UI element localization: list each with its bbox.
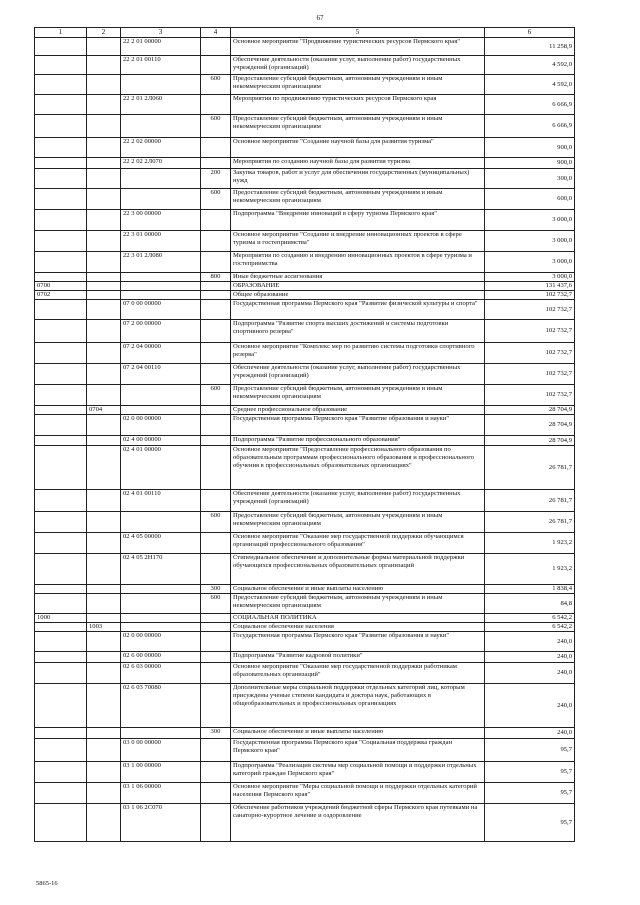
item-name: Подпрограмма "Развитие спорта высших достижений и системы подготовки спортивного резерва": [231, 320, 485, 343]
section-code: [35, 210, 87, 231]
subsection-code: [87, 594, 121, 614]
target-article-code: [121, 406, 201, 415]
table-row: [35, 210, 575, 231]
expense-type-code: [201, 804, 231, 842]
table-row: [35, 231, 575, 252]
item-name: Мероприятия по продвижению туристических ресурсов Пермского края: [231, 95, 485, 115]
target-article-code: [121, 728, 201, 739]
section-code: [35, 115, 87, 138]
subsection-code: [87, 783, 121, 804]
subsection-code: [87, 614, 121, 623]
target-article-code: 02 6 03 70080: [121, 684, 201, 728]
table-row: [35, 138, 575, 158]
expense-type-code: [201, 436, 231, 446]
amount: 95,7: [485, 804, 575, 842]
target-article-code: [121, 594, 201, 614]
item-name: Основное мероприятие "Предоставление профессионального образования по образовательным программам профессионального образования и профессионального обучения в профессиональных образовательных организациях": [231, 446, 485, 490]
amount: 240,0: [485, 728, 575, 739]
expense-type-code: [201, 231, 231, 252]
amount: 95,7: [485, 783, 575, 804]
amount: 84,8: [485, 594, 575, 614]
amount: 3 000,0: [485, 231, 575, 252]
item-name: Основное мероприятие "Продвижение туристических ресурсов Пермского края": [231, 38, 485, 56]
amount: 4 592,0: [485, 56, 575, 75]
section-code: [35, 75, 87, 95]
subsection-code: [87, 446, 121, 490]
header-cell: 2: [87, 28, 121, 38]
amount: 600,0: [485, 189, 575, 210]
subsection-code: [87, 273, 121, 282]
target-article-code: 02 4 05 2Н170: [121, 554, 201, 585]
item-name: Социальное обеспечение населения: [231, 623, 485, 632]
subsection-code: [87, 115, 121, 138]
target-article-code: [121, 75, 201, 95]
header-cell: 1: [35, 28, 87, 38]
expense-type-code: [201, 56, 231, 75]
amount: 26 781,7: [485, 446, 575, 490]
table-row: [35, 415, 575, 436]
target-article-code: 22 3 01 2Л080: [121, 252, 201, 273]
target-article-code: 22 2 01 00110: [121, 56, 201, 75]
amount: 26 781,7: [485, 490, 575, 512]
subsection-code: [87, 320, 121, 343]
item-name: Социальное обеспечение и иные выплаты населению: [231, 728, 485, 739]
target-article-code: 07 2 04 00000: [121, 343, 201, 364]
table-row: [35, 364, 575, 385]
expense-type-code: [201, 291, 231, 300]
target-article-code: [121, 291, 201, 300]
section-code: [35, 512, 87, 533]
table-row: [35, 663, 575, 684]
subsection-code: [87, 728, 121, 739]
amount: 1 923,2: [485, 533, 575, 554]
expense-type-code: [201, 783, 231, 804]
subsection-code: [87, 632, 121, 652]
section-code: [35, 364, 87, 385]
amount: 6 542,2: [485, 614, 575, 623]
expense-type-code: 600: [201, 594, 231, 614]
expense-type-code: 600: [201, 115, 231, 138]
target-article-code: 02 6 00 00000: [121, 652, 201, 663]
section-code: 0700: [35, 282, 87, 291]
item-name: Подпрограмма "Реализация системы мер социальной помощи и поддержки отдельных категорий граждан Пермского края": [231, 762, 485, 783]
amount: 95,7: [485, 739, 575, 762]
expense-type-code: 200: [201, 169, 231, 189]
expense-type-code: [201, 158, 231, 169]
expense-type-code: 600: [201, 189, 231, 210]
target-article-code: 02 0 00 00000: [121, 632, 201, 652]
table-row: [35, 115, 575, 138]
table-row: [35, 320, 575, 343]
expense-type-code: [201, 406, 231, 415]
section-code: [35, 343, 87, 364]
expense-type-code: [201, 663, 231, 684]
expense-type-code: [201, 652, 231, 663]
target-article-code: [121, 115, 201, 138]
amount: 240,0: [485, 663, 575, 684]
target-article-code: 03 1 00 00000: [121, 762, 201, 783]
section-code: [35, 320, 87, 343]
subsection-code: [87, 533, 121, 554]
section-code: 0702: [35, 291, 87, 300]
target-article-code: 22 2 02 00000: [121, 138, 201, 158]
item-name: Предоставление субсидий бюджетным, автономным учреждениям и иным некоммерческим организациям: [231, 385, 485, 406]
table-row: [35, 406, 575, 415]
section-code: [35, 158, 87, 169]
amount: 6 666,9: [485, 115, 575, 138]
section-code: [35, 652, 87, 663]
target-article-code: [121, 512, 201, 533]
amount: 6 542,2: [485, 623, 575, 632]
table-row: [35, 623, 575, 632]
expense-type-code: [201, 95, 231, 115]
item-name: Обеспечение работников учреждений бюджетной сферы Пермского края путевками на санаторно-курортное лечение и оздоровление: [231, 804, 485, 842]
target-article-code: 02 4 05 00000: [121, 533, 201, 554]
subsection-code: [87, 436, 121, 446]
table-row: [35, 273, 575, 282]
expense-type-code: [201, 364, 231, 385]
table-row: [35, 56, 575, 75]
footer-code: 5865-16: [36, 880, 58, 887]
expense-type-code: 300: [201, 728, 231, 739]
section-code: [35, 533, 87, 554]
table-row: [35, 291, 575, 300]
subsection-code: [87, 75, 121, 95]
table-row: [35, 158, 575, 169]
section-code: [35, 385, 87, 406]
amount: 300,0: [485, 169, 575, 189]
table-row: [35, 95, 575, 115]
subsection-code: [87, 684, 121, 728]
table-row: [35, 684, 575, 728]
table-row: [35, 739, 575, 762]
expense-type-code: 600: [201, 512, 231, 533]
item-name: Основное мероприятие "Оказание мер государственной поддержки обучающимся организаций профессионального образования": [231, 533, 485, 554]
expense-type-code: [201, 554, 231, 585]
header-cell: 6: [485, 28, 575, 38]
target-article-code: 03 1 06 00000: [121, 783, 201, 804]
amount: 95,7: [485, 762, 575, 783]
subsection-code: [87, 282, 121, 291]
header-cell: 3: [121, 28, 201, 38]
section-code: [35, 623, 87, 632]
table-row: [35, 512, 575, 533]
table-row: [35, 783, 575, 804]
subsection-code: [87, 210, 121, 231]
expense-type-code: [201, 614, 231, 623]
item-name: Государственная программа Пермского края "Развитие образования и науки": [231, 632, 485, 652]
expense-type-code: [201, 623, 231, 632]
table-row: [35, 533, 575, 554]
subsection-code: [87, 415, 121, 436]
expense-type-code: [201, 490, 231, 512]
table-row: [35, 594, 575, 614]
subsection-code: [87, 512, 121, 533]
subsection-code: [87, 554, 121, 585]
target-article-code: [121, 282, 201, 291]
amount: 102 732,7: [485, 385, 575, 406]
section-code: [35, 169, 87, 189]
target-article-code: 07 0 00 00000: [121, 300, 201, 320]
amount: 26 781,7: [485, 512, 575, 533]
expense-type-code: 300: [201, 585, 231, 594]
subsection-code: [87, 231, 121, 252]
section-code: [35, 406, 87, 415]
target-article-code: 02 4 01 00110: [121, 490, 201, 512]
table-row: [35, 632, 575, 652]
item-name: Общее образование: [231, 291, 485, 300]
section-code: [35, 415, 87, 436]
item-name: Предоставление субсидий бюджетным, автономным учреждениям и иным некоммерческим организациям: [231, 75, 485, 95]
subsection-code: [87, 804, 121, 842]
expense-type-code: [201, 762, 231, 783]
item-name: Подпрограмма "Развитие кадровой политики": [231, 652, 485, 663]
item-name: ОБРАЗОВАНИЕ: [231, 282, 485, 291]
expense-type-code: [201, 282, 231, 291]
subsection-code: 0704: [87, 406, 121, 415]
table-row: [35, 762, 575, 783]
expense-type-code: [201, 533, 231, 554]
table-row: [35, 282, 575, 291]
item-name: Обеспечение деятельности (оказание услуг, выполнение работ) государственных учреждений (организаций): [231, 364, 485, 385]
amount: 102 732,7: [485, 291, 575, 300]
target-article-code: 07 2 04 00110: [121, 364, 201, 385]
item-name: Предоставление субсидий бюджетным, автономным учреждениям и иным некоммерческим организациям: [231, 115, 485, 138]
subsection-code: [87, 762, 121, 783]
section-code: [35, 252, 87, 273]
subsection-code: 1003: [87, 623, 121, 632]
section-code: [35, 436, 87, 446]
table-row: [35, 436, 575, 446]
item-name: Основное мероприятие "Комплекс мер по развитию системы подготовки спортивного резерва": [231, 343, 485, 364]
amount: 1 838,4: [485, 585, 575, 594]
item-name: Обеспечение деятельности (оказание услуг, выполнение работ) государственных учреждений (организаций): [231, 490, 485, 512]
item-name: Мероприятия по созданию и внедрению инновационных проектов в сфере туризма и гостеприимства: [231, 252, 485, 273]
section-code: [35, 762, 87, 783]
amount: 4 592,0: [485, 75, 575, 95]
table-row: [35, 446, 575, 490]
amount: 102 732,7: [485, 364, 575, 385]
amount: 28 704,9: [485, 406, 575, 415]
target-article-code: 22 3 00 00000: [121, 210, 201, 231]
item-name: Основное мероприятие "Оказание мер государственной поддержки работникам образовательных организаций": [231, 663, 485, 684]
target-article-code: [121, 189, 201, 210]
item-name: Предоставление субсидий бюджетным, автономным учреждениям и иным некоммерческим организациям: [231, 512, 485, 533]
page-number: 67: [316, 14, 324, 22]
expense-type-code: [201, 320, 231, 343]
section-code: [35, 594, 87, 614]
target-article-code: [121, 169, 201, 189]
subsection-code: [87, 652, 121, 663]
amount: 3 000,0: [485, 273, 575, 282]
target-article-code: 22 2 01 2Л060: [121, 95, 201, 115]
expense-type-code: 800: [201, 273, 231, 282]
item-name: Закупка товаров, работ и услуг для обеспечения государственных (муниципальных) нужд: [231, 169, 485, 189]
amount: 28 704,9: [485, 415, 575, 436]
table-row: [35, 554, 575, 585]
section-code: [35, 585, 87, 594]
section-code: [35, 490, 87, 512]
subsection-code: [87, 38, 121, 56]
subsection-code: [87, 585, 121, 594]
subsection-code: [87, 169, 121, 189]
target-article-code: 22 2 01 00000: [121, 38, 201, 56]
amount: 3 000,0: [485, 210, 575, 231]
subsection-code: [87, 364, 121, 385]
table-row: [35, 252, 575, 273]
section-code: [35, 231, 87, 252]
subsection-code: [87, 663, 121, 684]
expense-type-code: 600: [201, 75, 231, 95]
subsection-code: [87, 739, 121, 762]
amount: 3 000,0: [485, 252, 575, 273]
section-code: [35, 684, 87, 728]
target-article-code: [121, 623, 201, 632]
target-article-code: [121, 585, 201, 594]
section-code: [35, 739, 87, 762]
section-code: [35, 300, 87, 320]
target-article-code: [121, 385, 201, 406]
target-article-code: 03 0 00 00000: [121, 739, 201, 762]
amount: 900,0: [485, 158, 575, 169]
expense-type-code: 600: [201, 385, 231, 406]
subsection-code: [87, 158, 121, 169]
expense-type-code: [201, 446, 231, 490]
section-code: [35, 663, 87, 684]
table-row: [35, 38, 575, 56]
item-name: Подпрограмма "Внедрение инноваций в сферу туризма Пермского края": [231, 210, 485, 231]
item-name: Государственная программа Пермского края "Развитие образования и науки": [231, 415, 485, 436]
subsection-code: [87, 300, 121, 320]
table-row: [35, 614, 575, 623]
target-article-code: 02 4 00 00000: [121, 436, 201, 446]
amount: 102 732,7: [485, 320, 575, 343]
table-row: [35, 75, 575, 95]
item-name: Социальное обеспечение и иные выплаты населению: [231, 585, 485, 594]
item-name: Подпрограмма "Развитие профессионального образования": [231, 436, 485, 446]
section-code: [35, 273, 87, 282]
amount: 11 258,9: [485, 38, 575, 56]
table-row: [35, 343, 575, 364]
table-row: [35, 728, 575, 739]
subsection-code: [87, 343, 121, 364]
table-row: [35, 804, 575, 842]
amount: 28 704,9: [485, 436, 575, 446]
section-code: [35, 446, 87, 490]
target-article-code: 22 3 01 00000: [121, 231, 201, 252]
target-article-code: 07 2 00 00000: [121, 320, 201, 343]
section-code: [35, 804, 87, 842]
item-name: Среднее профессиональное образование: [231, 406, 485, 415]
amount: 240,0: [485, 684, 575, 728]
section-code: [35, 95, 87, 115]
amount: 1 923,2: [485, 554, 575, 585]
amount: 102 732,7: [485, 300, 575, 320]
item-name: СОЦИАЛЬНАЯ ПОЛИТИКА: [231, 614, 485, 623]
item-name: Обеспечение деятельности (оказание услуг, выполнение работ) государственных учреждений (организаций): [231, 56, 485, 75]
expense-type-code: [201, 632, 231, 652]
section-code: [35, 138, 87, 158]
budget-table: [34, 27, 575, 842]
table-row: [35, 169, 575, 189]
amount: 900,0: [485, 138, 575, 158]
section-code: [35, 38, 87, 56]
item-name: Иные бюджетные ассигнования: [231, 273, 485, 282]
table-row: [35, 300, 575, 320]
target-article-code: 02 4 01 00000: [121, 446, 201, 490]
item-name: Государственная программа Пермского края "Социальная поддержка граждан Пермского края": [231, 739, 485, 762]
item-name: Предоставление субсидий бюджетным, автономным учреждениям и иным некоммерческим организациям: [231, 594, 485, 614]
expense-type-code: [201, 739, 231, 762]
section-code: [35, 783, 87, 804]
subsection-code: [87, 189, 121, 210]
amount: 240,0: [485, 652, 575, 663]
section-code: [35, 632, 87, 652]
table-row: [35, 385, 575, 406]
item-name: Стипендиальное обеспечение и дополнительные формы материальной поддержки обучающихся профессиональных образовательных организаций: [231, 554, 485, 585]
table-row: [35, 189, 575, 210]
item-name: Дополнительные меры социальной поддержки отдельных категорий лиц, которым присуждены ученые степени кандидата и доктора наук, работающих в общеобразовательных и профессиональных организациях: [231, 684, 485, 728]
section-code: [35, 728, 87, 739]
target-article-code: 03 1 06 2С070: [121, 804, 201, 842]
item-name: Государственная программа Пермского края "Развитие физической культуры и спорта": [231, 300, 485, 320]
expense-type-code: [201, 343, 231, 364]
item-name: Основное мероприятие "Меры социальной помощи и поддержки отдельных категорий населения Пермского края": [231, 783, 485, 804]
target-article-code: 22 2 02 2Л070: [121, 158, 201, 169]
subsection-code: [87, 56, 121, 75]
target-article-code: 02 6 03 00000: [121, 663, 201, 684]
section-code: [35, 56, 87, 75]
expense-type-code: [201, 38, 231, 56]
item-name: Основное мероприятие "Создание и внедрение инновационных проектов в сфере туризма и гостеприимства": [231, 231, 485, 252]
section-code: [35, 189, 87, 210]
subsection-code: [87, 138, 121, 158]
table-row: [35, 490, 575, 512]
item-name: Предоставление субсидий бюджетным, автономным учреждениям и иным некоммерческим организациям: [231, 189, 485, 210]
amount: 102 732,7: [485, 343, 575, 364]
amount: 6 666,9: [485, 95, 575, 115]
item-name: Основное мероприятие "Создание научной базы для развития туризма": [231, 138, 485, 158]
expense-type-code: [201, 138, 231, 158]
header-cell: 5: [231, 28, 485, 38]
item-name: Мероприятия по созданию научной базы для развития туризма: [231, 158, 485, 169]
expense-type-code: [201, 300, 231, 320]
table-row: [35, 652, 575, 663]
expense-type-code: [201, 684, 231, 728]
target-article-code: 02 0 00 00000: [121, 415, 201, 436]
subsection-code: [87, 490, 121, 512]
subsection-code: [87, 291, 121, 300]
expense-type-code: [201, 210, 231, 231]
section-code: [35, 554, 87, 585]
table-header-row: [35, 28, 575, 38]
target-article-code: [121, 273, 201, 282]
subsection-code: [87, 252, 121, 273]
amount: 131 437,6: [485, 282, 575, 291]
expense-type-code: [201, 415, 231, 436]
amount: 240,0: [485, 632, 575, 652]
subsection-code: [87, 385, 121, 406]
header-cell: 4: [201, 28, 231, 38]
target-article-code: [121, 614, 201, 623]
section-code: 1000: [35, 614, 87, 623]
expense-type-code: [201, 252, 231, 273]
subsection-code: [87, 95, 121, 115]
table-row: [35, 585, 575, 594]
